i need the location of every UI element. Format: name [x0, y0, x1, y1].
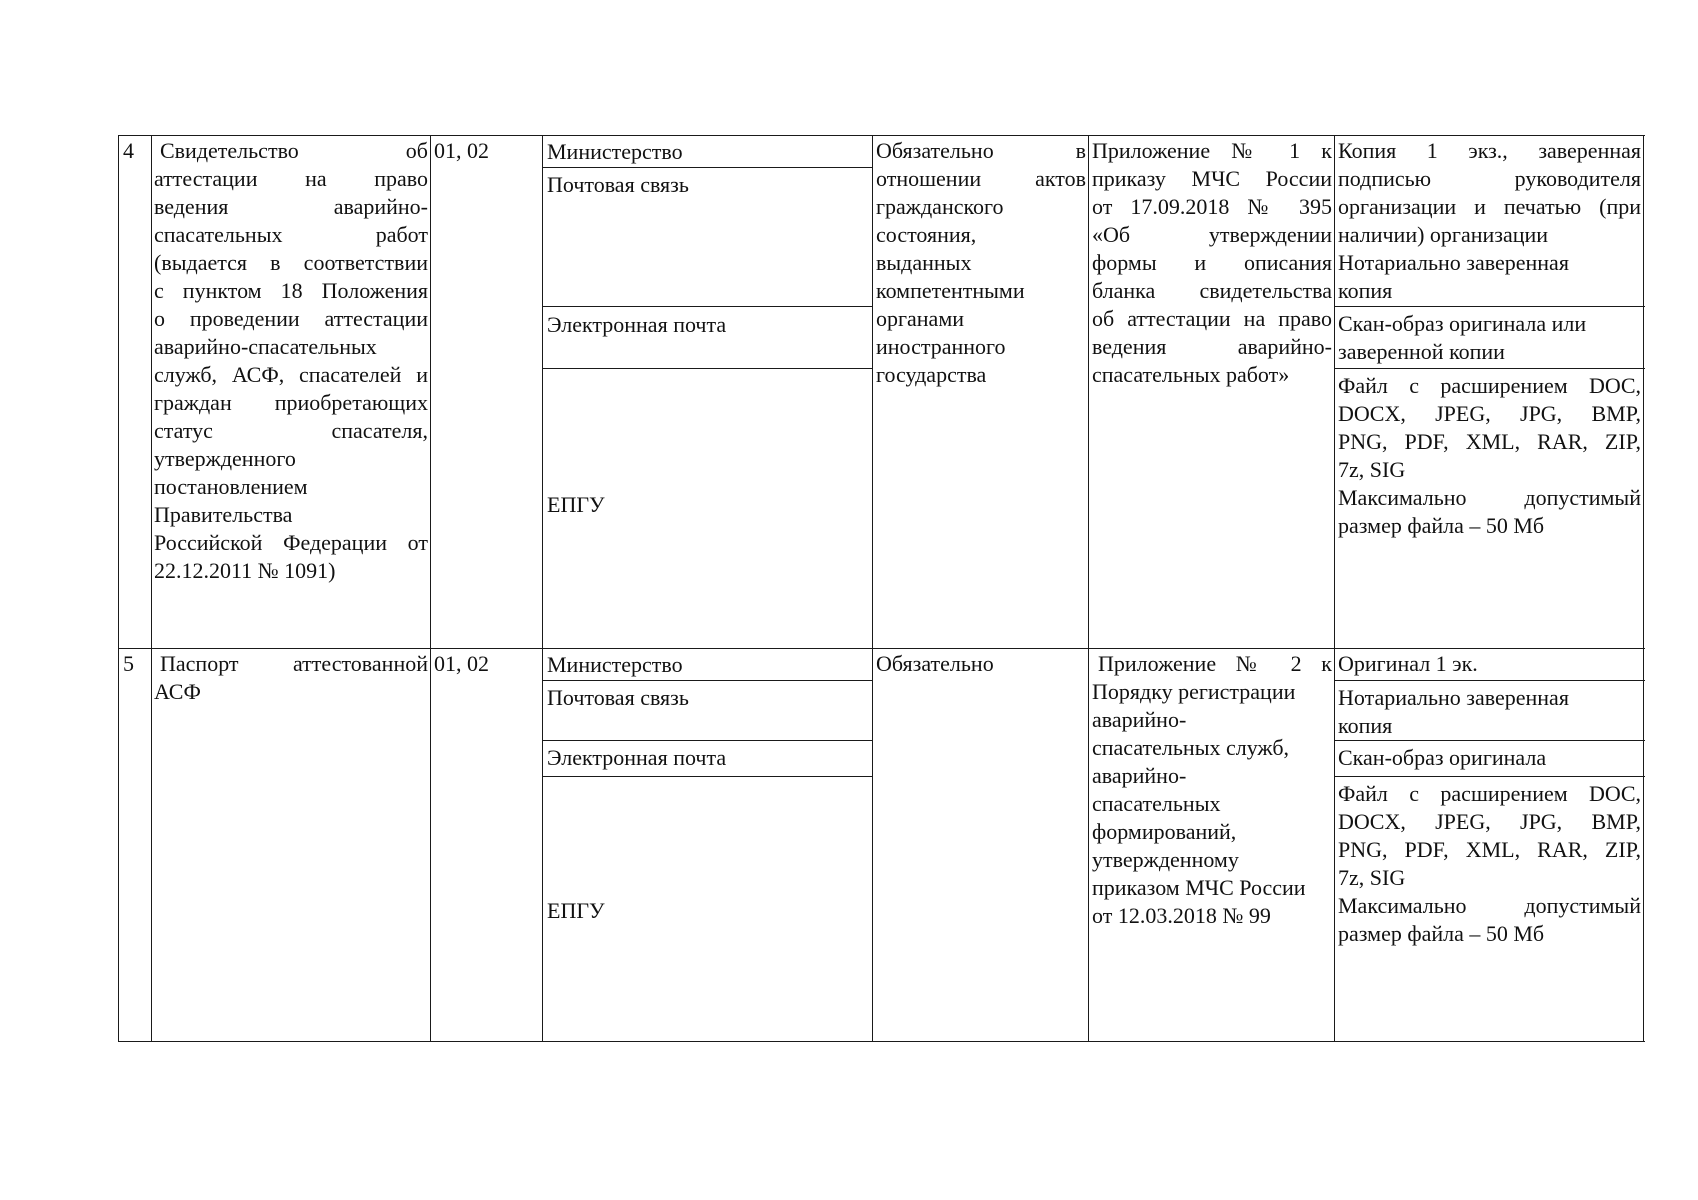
obligation-line: гражданского: [876, 194, 1004, 219]
codes-cell: 01, 02: [434, 651, 489, 676]
channel-post: Почтовая связь: [547, 172, 689, 197]
requirement-block: [1338, 780, 1641, 948]
column-divider: [1088, 135, 1089, 1041]
requirement-divider: [1334, 740, 1645, 741]
reference-line: об аттестации на право: [1092, 306, 1332, 331]
requirement-line: Скан-образ оригинала: [1338, 745, 1547, 770]
reference-line: спасательных служб,: [1092, 735, 1290, 760]
requirement-line: размер файла – 50 Мб: [1338, 921, 1545, 946]
table-border-bottom: [118, 1041, 1645, 1042]
requirement-line: организации и печатью (при: [1338, 194, 1641, 219]
reference-line: утвержденному: [1092, 847, 1239, 872]
requirement-line: размер файла – 50 Мб: [1338, 513, 1545, 538]
document-name-line: ведения аварийно-: [154, 194, 428, 219]
requirement-block: [1338, 372, 1641, 540]
document-name-cell: [154, 137, 428, 585]
requirement-line: DOCX, JPEG, JPG, BMP,: [1338, 401, 1641, 426]
obligation-line: выданных: [876, 250, 972, 275]
column-divider: [1334, 135, 1335, 1041]
document-name-line: Свидетельство об: [160, 138, 428, 163]
row-number: 5: [123, 651, 134, 676]
document-name-line: аттестации на право: [154, 166, 428, 191]
reference-line: от 17.09.2018 № 395: [1092, 194, 1332, 219]
requirement-line: 7z, SIG: [1338, 457, 1406, 482]
requirement-line: Нотариально заверенная: [1338, 250, 1569, 275]
document-name-line: постановлением: [154, 474, 308, 499]
document-name-line: Российской Федерации от: [154, 530, 428, 555]
requirement-divider: [1334, 776, 1645, 777]
table-border-right: [1643, 135, 1644, 1041]
requirement-divider: [1334, 306, 1645, 307]
requirement-line: PNG, PDF, XML, RAR, ZIP,: [1338, 837, 1641, 862]
document-table: [118, 135, 1645, 1041]
column-divider: [872, 135, 873, 1041]
requirement-line: Оригинал 1 эк.: [1338, 651, 1478, 676]
document-name-line: аварийно-спасательных: [154, 334, 377, 359]
requirement-block: [1338, 744, 1641, 772]
requirement-line: PNG, PDF, XML, RAR, ZIP,: [1338, 429, 1641, 454]
requirement-line: DOCX, JPEG, JPG, BMP,: [1338, 809, 1641, 834]
channel-divider: [542, 368, 872, 369]
document-name-line: 22.12.2011 № 1091): [154, 558, 336, 583]
document-name-line: служб, АСФ, спасателей и: [154, 362, 428, 387]
obligation-line: отношении актов: [876, 166, 1086, 191]
requirement-line: заверенной копии: [1338, 339, 1505, 364]
obligation-line: органами: [876, 306, 965, 331]
requirement-divider: [1334, 680, 1645, 681]
channel-divider: [542, 306, 872, 307]
reference-line: бланка свидетельства: [1092, 278, 1332, 303]
channel-email: Электронная почта: [547, 312, 727, 337]
reference-line: Приложение № 1 к: [1092, 138, 1332, 163]
reference-line: Порядку регистрации: [1092, 679, 1296, 704]
requirement-divider: [1334, 368, 1645, 369]
channel-post: Почтовая связь: [547, 685, 689, 710]
document-name-line: о проведении аттестации: [154, 306, 428, 331]
row-divider: [118, 648, 1645, 649]
document-name-line: статус спасателя,: [154, 418, 428, 443]
requirement-block: [1338, 137, 1641, 305]
requirement-line: Файл с расширением DOC,: [1338, 373, 1641, 398]
document-name-cell: [154, 650, 428, 706]
document-name-line: Паспорт аттестованной: [160, 651, 428, 676]
reference-line: формы и описания: [1092, 250, 1332, 275]
table-border-top: [118, 135, 1645, 136]
reference-line: Приложение № 2 к: [1098, 651, 1332, 676]
channel-epgu: ЕПГУ: [547, 898, 605, 923]
document-name-line: с пунктом 18 Положения: [154, 278, 428, 303]
obligation-line: государства: [876, 362, 987, 387]
document-name-line: (выдается в соответствии: [154, 250, 428, 275]
channel-divider: [542, 680, 872, 681]
reference-cell: [1092, 650, 1332, 930]
reference-line: аварийно-: [1092, 707, 1187, 732]
requirement-line: Максимально допустимый: [1338, 893, 1641, 918]
channel-epgu: ЕПГУ: [547, 492, 605, 517]
channel-divider: [542, 740, 872, 741]
requirement-line: копия: [1338, 713, 1393, 738]
channel-ministry: Министерство: [547, 139, 683, 164]
column-divider: [542, 135, 543, 1041]
obligation-line: иностранного: [876, 334, 1006, 359]
reference-line: формирований,: [1092, 819, 1237, 844]
channel-email: Электронная почта: [547, 745, 727, 770]
requirement-line: подписью руководителя: [1338, 166, 1641, 191]
column-divider: [430, 135, 431, 1041]
requirement-block: [1338, 310, 1641, 366]
reference-line: аварийно-: [1092, 763, 1187, 788]
reference-line: приказу МЧС России: [1092, 166, 1332, 191]
requirement-line: Копия 1 экз., заверенная: [1338, 138, 1641, 163]
document-name-line: граждан приобретающих: [154, 390, 428, 415]
requirement-line: Файл с расширением DOC,: [1338, 781, 1641, 806]
document-name-line: утвержденного: [154, 446, 296, 471]
reference-line: спасательных: [1092, 791, 1221, 816]
reference-line: «Об утверждении: [1092, 222, 1332, 247]
obligation-line: компетентными: [876, 278, 1025, 303]
document-name-line: АСФ: [154, 679, 201, 704]
channel-ministry: Министерство: [547, 652, 683, 677]
requirement-block: [1338, 650, 1641, 678]
obligation-line: Обязательно: [876, 651, 994, 676]
reference-line: спасательных работ»: [1092, 362, 1290, 387]
channel-divider: [542, 167, 872, 168]
obligation-line: Обязательно в: [876, 138, 1086, 163]
requirement-line: Максимально допустимый: [1338, 485, 1641, 510]
reference-line: ведения аварийно-: [1092, 334, 1332, 359]
requirement-line: копия: [1338, 278, 1393, 303]
requirement-line: наличии) организации: [1338, 222, 1549, 247]
column-divider: [151, 135, 152, 1041]
reference-cell: [1092, 137, 1332, 389]
row-number: 4: [123, 138, 134, 163]
reference-line: от 12.03.2018 № 99: [1092, 903, 1271, 928]
obligation-line: состояния,: [876, 222, 977, 247]
requirement-line: 7z, SIG: [1338, 865, 1406, 890]
table-border-left: [118, 135, 119, 1041]
obligation-cell: [876, 137, 1086, 389]
channel-divider: [542, 776, 872, 777]
requirement-line: Скан-образ оригинала или: [1338, 311, 1587, 336]
requirement-line: Нотариально заверенная: [1338, 685, 1569, 710]
obligation-cell: [876, 650, 1086, 678]
requirement-block: [1338, 684, 1641, 740]
reference-line: приказом МЧС России: [1092, 875, 1306, 900]
document-name-line: Правительства: [154, 502, 293, 527]
document-name-line: спасательных работ: [154, 222, 428, 247]
codes-cell: 01, 02: [434, 138, 489, 163]
